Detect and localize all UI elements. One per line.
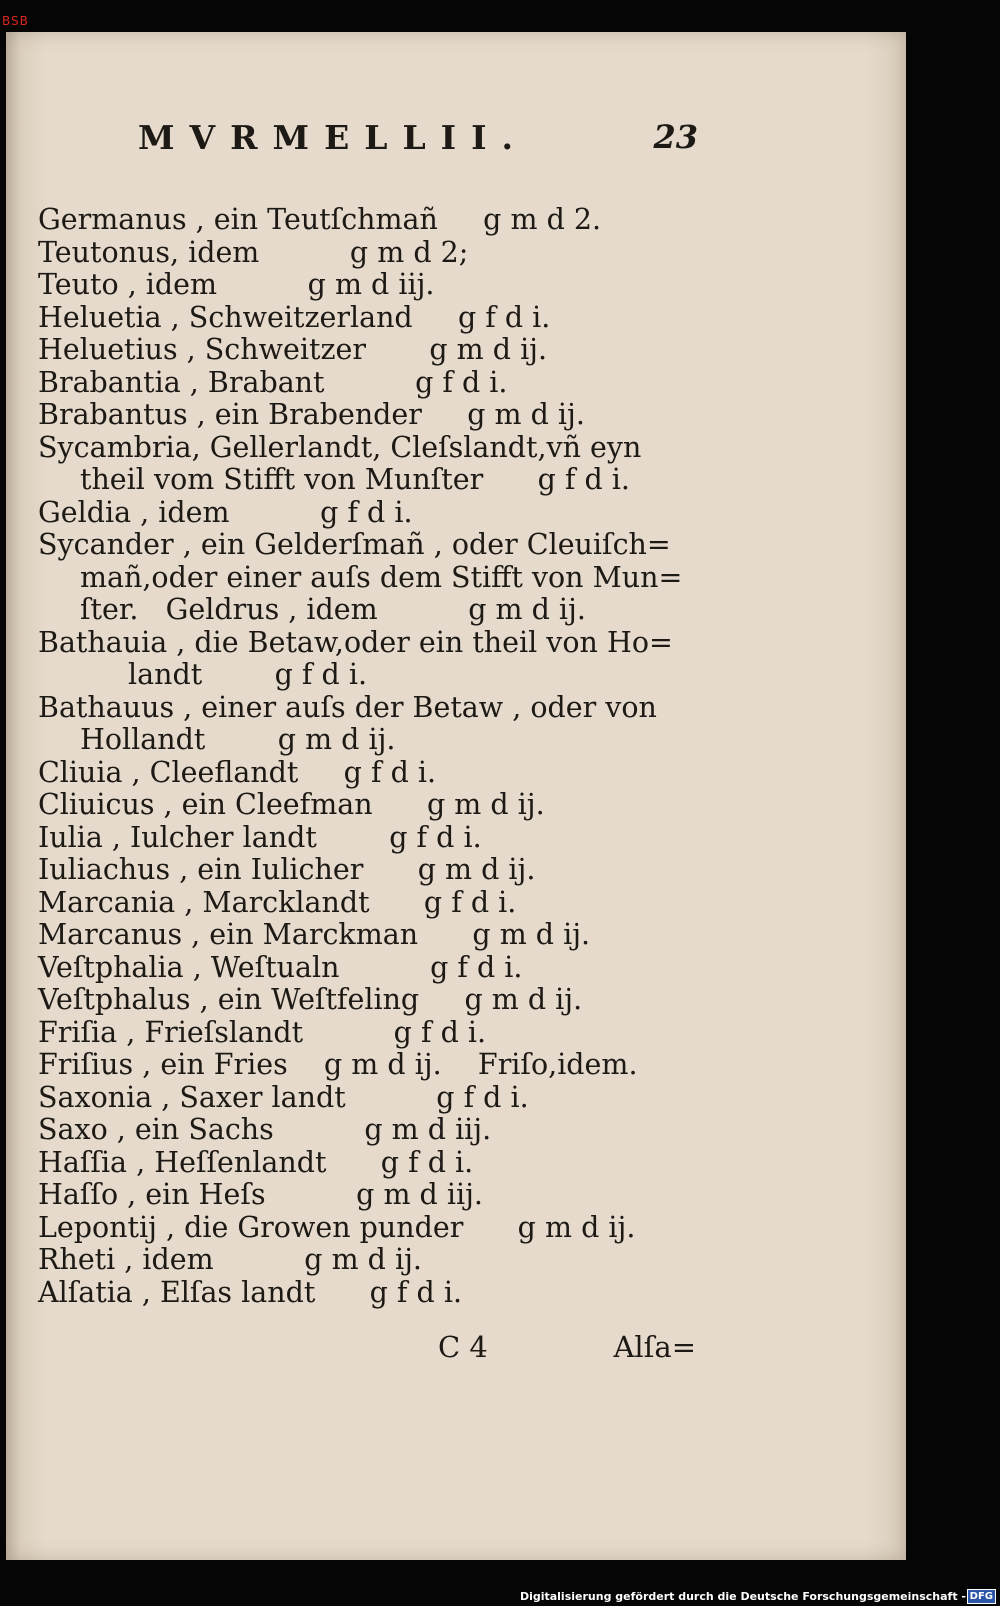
book-page [6, 32, 906, 1560]
text-line: Heluetia , Schweitzerland g f d i. [38, 300, 551, 334]
page-footer [426, 1330, 696, 1370]
text-line: Heluetius , Schweitzer g m d ij. [38, 333, 548, 366]
text-body [38, 204, 698, 1309]
text-line: Brabantia , Brabant g f d i. [38, 365, 508, 399]
catchword: Alſa= [613, 1330, 696, 1364]
text-line: Germanus , ein Teutſchmañ g m d 2. [38, 203, 602, 236]
text-line: ſter. Geldrus , idem g m d ij. [80, 593, 586, 626]
library-mark: BSB [2, 14, 29, 28]
dfg-logo: DFG [967, 1589, 996, 1604]
text-line: Rheti , idem g m d ij. [38, 1243, 422, 1276]
signature-mark: C 4 [438, 1330, 488, 1364]
text-line: Bathauia , die Betaw,oder ein theil von Ho= [38, 625, 673, 659]
text-line: Iuliachus , ein Iulicher g m d ij. [38, 853, 536, 886]
text-line: Marcania , Marcklandt g f d i. [38, 885, 517, 919]
text-line: mañ,oder einer auſs dem Stifft von Mun= [80, 560, 683, 594]
text-line: Hollandt g m d ij. [80, 723, 396, 756]
text-line: Cliuicus , ein Cleefman g m d ij. [38, 788, 545, 821]
digitization-credit: Digitalisierung gefördert durch die Deutsche Forschungsgemeinschaft - [519, 1590, 966, 1603]
text-line: Alſatia , Elſas landt g f d i. [38, 1275, 463, 1309]
running-head: MVRMELLII. [138, 118, 529, 157]
text-line: Teuto , idem g m d iij. [38, 268, 435, 301]
page-number: 23 [653, 118, 698, 156]
text-line: Sycander , ein Gelderſmañ , oder Cleuiſch= [38, 528, 671, 561]
text-line: Friſia , Frieſslandt g f d i. [38, 1015, 487, 1049]
text-line: Saxonia , Saxer landt g f d i. [38, 1080, 529, 1114]
text-line: Sycambria, Gellerlandt, Cleſslandt,vñ eyn [38, 430, 642, 464]
text-line: Friſius , ein Fries g m d ij. Friſo,idem. [38, 1048, 638, 1081]
text-line: Iulia , Iulcher landt g f d i. [38, 820, 482, 854]
text-line: Teutonus, idem g m d 2; [38, 235, 469, 269]
page-header [138, 118, 698, 168]
text-line: Marcanus , ein Marckman g m d ij. [38, 918, 591, 951]
text-line: Haſſia , Heſſenlandt g f d i. [38, 1145, 474, 1179]
text-line: Geldia , idem g f d i. [38, 495, 413, 529]
text-line: Cliuia , Cleeflandt g f d i. [38, 755, 437, 789]
text-line: theil vom Stifft von Munſter g f d i. [80, 463, 630, 496]
text-line: Brabantus , ein Brabender g m d ij. [38, 398, 585, 431]
text-line: Veſtphalus , ein Weſtfeling g m d ij. [38, 983, 583, 1016]
text-line: landt g f d i. [128, 658, 368, 691]
text-line: Bathauus , einer auſs der Betaw , oder von [38, 690, 657, 724]
text-line: Veſtphalia , Weſtualn g f d i. [38, 950, 523, 984]
text-line: Lepontij , die Growen punder g m d ij. [38, 1210, 636, 1244]
text-line: Saxo , ein Sachs g m d iij. [38, 1113, 492, 1146]
text-line: Haſſo , ein Heſs g m d iij. [38, 1178, 483, 1211]
